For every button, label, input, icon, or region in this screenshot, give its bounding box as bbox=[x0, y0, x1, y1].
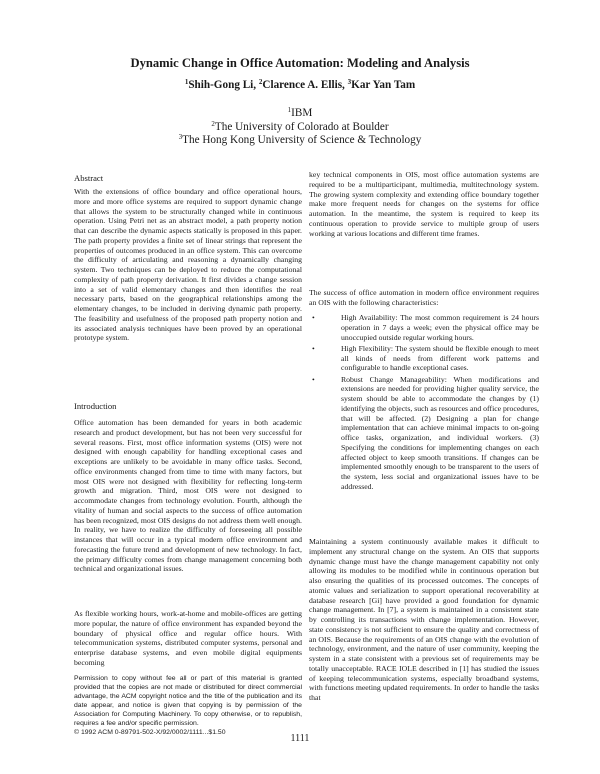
abstract-heading: Abstract bbox=[74, 173, 104, 183]
author-3-mark: 3 bbox=[347, 78, 352, 86]
characteristics-list bbox=[309, 313, 539, 493]
author-1-mark: 1 bbox=[184, 78, 189, 86]
permission-notice: Permission to copy without fee all or part of this material is granted provided that the copies are not made or distributed for direct commercial advantage, the ACM copyright notice and the title of the publication and its date appear, and notice is given that copying is by permission of the Association for Computing Machinery. To copy otherwise, or to republish, requires a fee and/or specific permission. bbox=[74, 675, 302, 728]
introduction-paragraph-1: Office automation has been demanded for years in both academic research and product development, but has not been very successful for several reasons. First, most office information systems (OIS) were not designed with enough capability for handling exceptional cases and exceptions are unlikely to be avoidable in many office tasks. Second, office environments changed from time to time with many factors, but most OIS were not designed with flexibility for reflecting long-term growth and migration. Third, most OIS were not designed to accommodate changes from technology evolution. Fourth, although the vitality of human and social aspects to the success of office automation has been recognized, most OIS designs do not address them well enough. In reality, we have to realize the difficulty of foreseeing all possible instances that will occur in a typical modern office environment and forecasting the future trend and development of new technology. In fact, the primary difficulty comes from change management concerning both technical and organizational issues. bbox=[74, 418, 302, 574]
affiliation-1 bbox=[0, 106, 600, 119]
affiliation-1-mark: 1 bbox=[287, 106, 292, 114]
affiliation-2 bbox=[0, 120, 600, 133]
right-paragraph-3: Maintaining a system continuously available makes it difficult to implement any structural change on the system. An OIS that supports dynamic change must have the change management capability not only allowing its modules to be modified while in continuous operation but also ensuring the qualities of its processed outcomes. The concepts of atomic values and serialization to support operational recoverability at database research [Gi] have provided a good foundation for dynamic change management. In [7], a system is maintained in a consistent state by controlling its transactions with change implementation. However, state consistency is not sufficient to ensure the quality and correctness of an OIS. Because the requirements of an OIS change with the evolution of technology, environment, and the nature of user community, keeping the system in a state consistent with a previous set of requirements may be totally unacceptable. RACE IOLE described in [1] has studied the issues of keeping telecommunication systems, especially broadband systems, with functions meeting updated requirements. In order to handle the tasks that bbox=[309, 537, 539, 702]
author-line bbox=[0, 78, 600, 91]
introduction-paragraph-2: As flexible working hours, work-at-home and mobile-offices are getting more popular, the nature of office environment has expanded beyond the boundary of physical office and regular office hours. With telecommunication systems, distributed computer systems, personal and enterprise database systems, and even mobile digital equipments becoming bbox=[74, 609, 302, 667]
copyright-line: © 1992 ACM 0-89791-502-X/92/0002/1111...$1.50 bbox=[74, 729, 226, 736]
right-paragraph-2: The success of office automation in modern office environment requires an OIS with the following characteristics: bbox=[309, 288, 539, 307]
author-2-mark: 2 bbox=[258, 78, 263, 86]
abstract-body: With the extensions of office boundary and office operational hours, more and more office systems are required to support dynamic change that allows the system to be structurally changed while in continuous operation. Using Petri net as an abstract model, a path property notion that can describe the dynamic aspects statically is proposed in this paper. The path property provides a finite set of linear strings that represent the properties of outcomes produced in an office system. This can overcome the difficulty of articulating and reasoning a dynamically changing system. Two techniques can be deployed to reduce the computational complexity of path property derivation. It first divides a change session into a set of valid elementary changes and then identifies the real necessary parts, based on the geographical relationships among the elementary changes, to be included in deriving dynamic path property. The feasibility and usefulness of the proposed path property notion and its associated analysis techniques have been proved by an operational prototype system. bbox=[74, 187, 302, 343]
page-number: 1111 bbox=[290, 733, 310, 744]
affiliation-2-name: The University of Colorado at Boulder bbox=[214, 121, 389, 133]
affiliation-1-name: IBM bbox=[291, 107, 313, 119]
author-2: Clarence A. Ellis, bbox=[262, 79, 345, 91]
affiliation-3-name: The Hong Kong University of Science & Technology bbox=[182, 134, 422, 146]
affiliation-2-mark: 2 bbox=[211, 120, 215, 128]
list-item: • Robust Change Manageability: When modifications and extensions are needed for providing higher quality service, the system should be able to accommodate the changes by (1) identifying the objects, such as resources and office procedures, that will be affected. (2) Designing a plan for change implementation that can achieve minimal impacts to on-going office tasks, organization, and individual workers. (3) Specifying the conditions for implementing changes on each affected object to keep smooth transitions. If changes can be implemented smoothly enough to be transparent to the users of the system, less social and organizational issues have to be addressed. bbox=[309, 375, 539, 492]
paper-title: Dynamic Change in Office Automation: Modeling and Analysis bbox=[130, 56, 470, 70]
affiliation-3-mark: 3 bbox=[178, 133, 183, 141]
right-paragraph-1: key technical components in OIS, most office automation systems are required to be a multiparticipant, multimedia, multitechnology system. The growing system complexity and extending office boundary together make more frequent needs for changes on the systems for office automation. In the meantime, the system is required to keep its continuous operation to provide service to multiple group of users working at various locations and different time frames. bbox=[309, 170, 539, 238]
author-3: Kar Yan Tam bbox=[351, 79, 416, 91]
introduction-heading: Introduction bbox=[74, 401, 117, 411]
list-item: • High Availability: The most common requirement is 24 hours operation in 7 days a week; even the physical office may be unoccupied outside regular working hours. bbox=[309, 313, 539, 342]
affiliation-3 bbox=[0, 133, 600, 146]
author-1: Shih-Gong Li, bbox=[188, 79, 257, 91]
list-item: • High Flexibility: The system should be flexible enough to meet all kinds of needs from different work patterns and configurable to handle exceptional cases. bbox=[309, 344, 539, 373]
